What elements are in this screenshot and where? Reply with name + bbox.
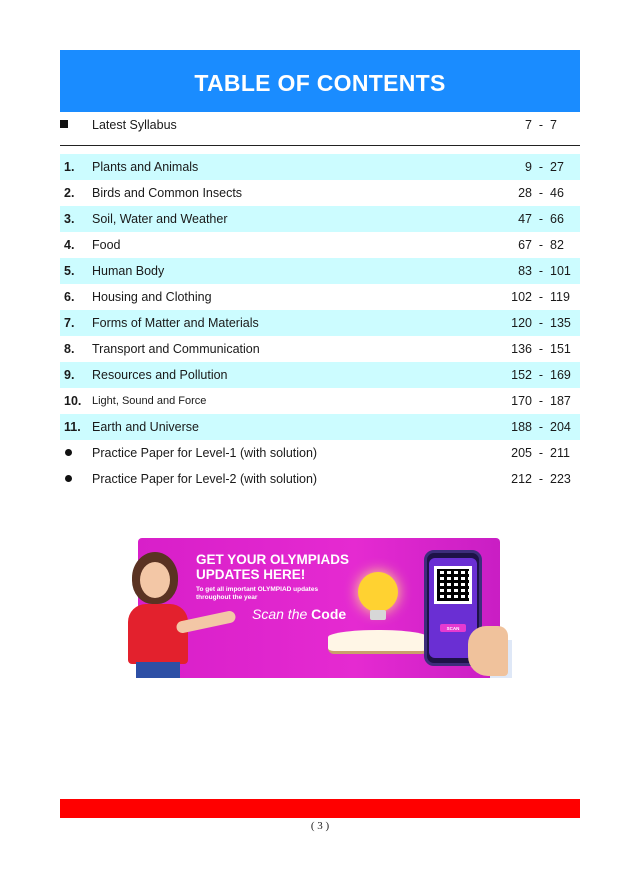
page-to: 169 <box>550 368 571 382</box>
chapter-pages <box>498 420 574 434</box>
toc-row-practice <box>60 466 580 492</box>
light-bulb-base-icon <box>370 610 386 620</box>
page-from: 152 <box>511 368 532 382</box>
page-dash: - <box>538 420 544 434</box>
girl-legs-illustration <box>136 662 180 678</box>
page-to: 211 <box>550 446 570 460</box>
toc-row <box>60 362 580 388</box>
chapter-number: 5. <box>64 264 75 278</box>
page-dash: - <box>538 212 544 226</box>
chapter-number: 2. <box>64 186 75 200</box>
practice-pages <box>498 446 574 460</box>
page-dash: - <box>538 186 544 200</box>
chapter-pages <box>498 160 574 174</box>
hand-holding-phone-illustration <box>468 626 508 676</box>
chapter-pages <box>498 394 574 408</box>
toc-row <box>60 388 580 414</box>
page-from: 83 <box>518 264 532 278</box>
chapter-pages <box>498 264 574 278</box>
chapter-title: Soil, Water and Weather <box>92 212 228 226</box>
light-bulb-icon <box>358 572 398 612</box>
page-dash: - <box>538 264 544 278</box>
round-bullet-icon <box>65 449 72 456</box>
chapter-pages <box>498 238 574 252</box>
chapter-number: 4. <box>64 238 75 252</box>
page-to: 119 <box>550 290 570 304</box>
page-to: 66 <box>550 212 564 226</box>
page-dash: - <box>538 160 544 174</box>
page-dash: - <box>538 316 544 330</box>
page-from: 47 <box>518 212 532 226</box>
page-to: 204 <box>550 420 571 434</box>
chapter-number: 8. <box>64 342 75 356</box>
girl-body-illustration <box>128 604 188 664</box>
toc-row <box>60 206 580 232</box>
toc-title: TABLE OF CONTENTS <box>60 50 580 112</box>
toc-entry-pages <box>498 118 574 132</box>
chapter-pages <box>498 186 574 200</box>
square-bullet-icon <box>60 120 68 128</box>
toc-row <box>60 336 580 362</box>
page-from: 7 <box>525 118 532 132</box>
page-from: 28 <box>518 186 532 200</box>
toc-row <box>60 258 580 284</box>
chapter-title: Forms of Matter and Materials <box>92 316 259 330</box>
chapter-title: Birds and Common Insects <box>92 186 243 200</box>
chapter-title: Housing and Clothing <box>92 290 212 304</box>
page-to: 135 <box>550 316 571 330</box>
page-dash: - <box>538 394 544 408</box>
page-dash: - <box>538 290 544 304</box>
chapter-title: Light, Sound and Force <box>92 395 207 407</box>
chapter-number: 11. <box>64 420 81 434</box>
page-to: 82 <box>550 238 564 252</box>
chapter-number: 1. <box>64 160 75 174</box>
chapter-number: 10. <box>64 394 82 408</box>
practice-title: Practice Paper for Level-1 (with solution) <box>92 446 318 460</box>
scan-word: Scan <box>252 606 284 622</box>
toc-row <box>60 232 580 258</box>
banner-headline: GET YOUR OLYMPIADS UPDATES HERE! <box>196 552 350 582</box>
page-from: 120 <box>511 316 532 330</box>
toc-row <box>60 180 580 206</box>
page-to: 223 <box>550 472 571 486</box>
chapter-title: Plants and Animals <box>92 160 199 174</box>
open-book-icon <box>328 630 428 654</box>
page-dash: - <box>538 342 544 356</box>
round-bullet-icon <box>65 475 72 482</box>
chapter-title: Human Body <box>92 264 165 278</box>
page-from: 188 <box>511 420 532 434</box>
toc-row <box>60 310 580 336</box>
page-to: 187 <box>550 394 571 408</box>
toc-row <box>60 284 580 310</box>
toc-row-practice <box>60 440 580 466</box>
chapter-number: 3. <box>64 212 75 226</box>
toc-row <box>60 414 580 440</box>
banner-subtext: To get all important OLYMPIAD updates throughout the year <box>196 586 319 601</box>
code-word: Code <box>311 606 347 622</box>
toc-row-syllabus <box>60 112 580 138</box>
page-from: 67 <box>518 238 532 252</box>
page-dash: - <box>538 472 544 486</box>
chapter-pages <box>498 368 574 382</box>
practice-pages <box>498 472 574 486</box>
page-to: 27 <box>550 160 564 174</box>
page-dash: - <box>538 118 544 132</box>
chapter-pages <box>498 212 574 226</box>
chapter-number: 7. <box>64 316 75 330</box>
chapter-pages <box>498 316 574 330</box>
banner-scan-the-code <box>252 606 346 622</box>
page-to: 46 <box>550 186 564 200</box>
scan-button[interactable]: SCAN <box>440 624 466 632</box>
practice-title: Practice Paper for Level-2 (with solution) <box>92 472 318 486</box>
toc-entry-title: Latest Syllabus <box>92 118 177 132</box>
page-to: 101 <box>550 264 571 278</box>
chapter-title: Transport and Communication <box>92 342 260 356</box>
page-from: 9 <box>525 160 532 174</box>
qr-code-icon[interactable] <box>434 566 472 604</box>
chapter-pages <box>498 342 574 356</box>
toc-divider <box>60 138 580 146</box>
girl-face-illustration <box>140 562 170 598</box>
page-to: 7 <box>550 118 557 132</box>
chapter-title: Food <box>92 238 121 252</box>
page-dash: - <box>538 238 544 252</box>
olympiad-updates-banner[interactable] <box>128 538 513 678</box>
chapter-title: Earth and Universe <box>92 420 200 434</box>
page-from: 136 <box>511 342 532 356</box>
page-from: 212 <box>511 472 532 486</box>
page-dash: - <box>538 446 544 460</box>
chapter-title: Resources and Pollution <box>92 368 228 382</box>
chapter-number: 9. <box>64 368 75 382</box>
the-word: the <box>283 606 312 622</box>
page-from: 170 <box>511 394 532 408</box>
page-from: 205 <box>511 446 532 460</box>
chapter-pages <box>498 290 574 304</box>
footer-bar <box>60 799 580 818</box>
page-number: ( 3 ) <box>310 820 330 832</box>
page-dash: - <box>538 368 544 382</box>
toc-row <box>60 154 580 180</box>
chapter-number: 6. <box>64 290 75 304</box>
page-to: 151 <box>550 342 571 356</box>
toc-list <box>60 112 580 492</box>
page-from: 102 <box>511 290 532 304</box>
